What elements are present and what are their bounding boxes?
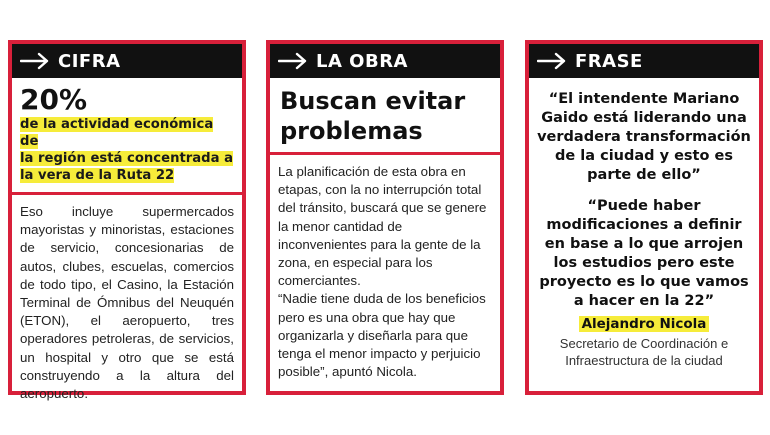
arrow-right-icon	[537, 52, 567, 70]
obra-divider	[270, 152, 500, 155]
frase-author-name: Alejandro Nicola	[579, 316, 710, 332]
obra-body	[278, 163, 492, 381]
cifra-box	[8, 40, 246, 402]
obra-box	[266, 40, 504, 395]
cifra-header	[12, 44, 242, 78]
frase-quote: “Puede haber modificaciones a definir en base a lo que arrojen los estudios pero este proyecto es lo que vamos a hacer en la 22”	[539, 198, 749, 309]
obra-title: Buscan evitar problemas	[280, 87, 466, 145]
obra-header-label: LA OBRA	[316, 50, 408, 72]
cifra-highlight-line: la región está concentrada a	[20, 151, 233, 166]
cifra-divider	[12, 192, 242, 195]
frase-header	[529, 44, 759, 78]
arrow-right-icon	[20, 52, 50, 70]
obra-paragraph: “Nadie tiene duda de los beneficios pero es una obra que hay que organizarla y diseñarla para que tenga el menor impacto y perjuicio posible”, apuntó Nicola.	[278, 291, 486, 380]
frase-quote: “El intendente Mariano Gaido está liderando una verdadera transformación de la ciudad y esto es parte de ello”	[537, 91, 751, 183]
frase-author	[529, 315, 759, 333]
cifra-highlight-line: la vera de la Ruta 22	[20, 168, 175, 183]
cifra-highlight	[20, 116, 234, 184]
arrow-right-icon	[278, 52, 308, 70]
cifra-highlight-line: de la actividad económica de	[20, 117, 214, 149]
frase-author-role: Secretario de Coordinación e Infraestructura de la ciudad	[559, 336, 729, 368]
frase-box	[525, 40, 763, 395]
cifra-header-label: CIFRA	[58, 50, 121, 72]
obra-header	[270, 44, 500, 78]
frase-header-label: FRASE	[575, 50, 643, 72]
cifra-number: 20%	[20, 83, 88, 116]
obra-paragraph: La planificación de esta obra en etapas, con la no interrupción total del tránsito, buscará que se genere la menor cantidad de inconvenientes para la gente de la zona, en especial para los comerciantes.	[278, 164, 487, 289]
cifra-body: Eso incluye supermercados mayoristas y minoristas, estaciones de servicio, concesionarias de autos, clubes, escuelas, comercios de todo tipo, el Casino, la Estación Terminal de Ómnibus del Neuquén (ETON), el aeropuerto, tres operadores petroleras, de servicios, un hospital y otro que se está construyendo a la altura del aeropuerto.	[20, 204, 234, 402]
